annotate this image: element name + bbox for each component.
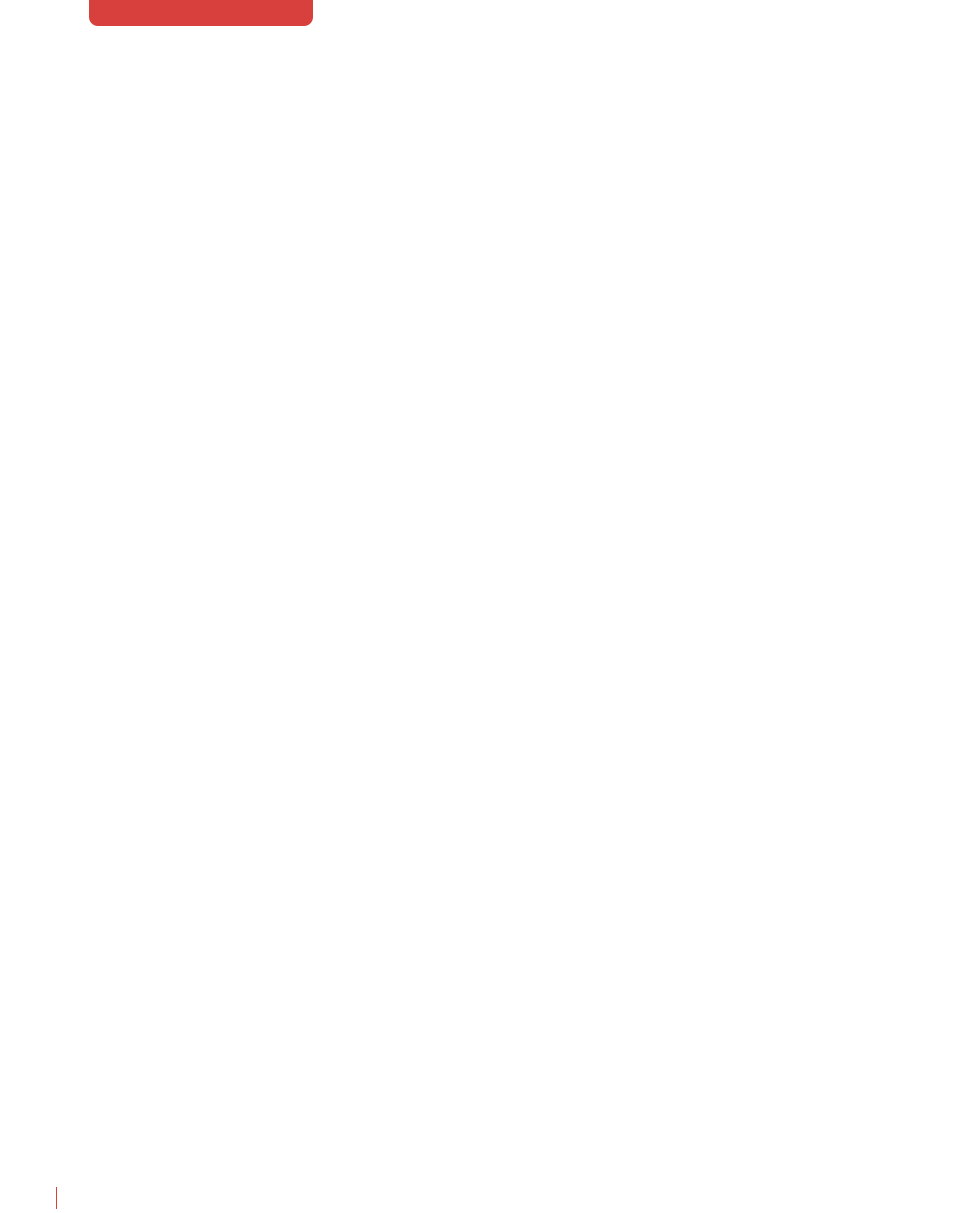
column-4	[692, 38, 878, 52]
section-header-tab	[89, 0, 313, 26]
footer-rule	[56, 1187, 57, 1209]
footer	[66, 1196, 72, 1213]
column-1	[89, 38, 273, 59]
